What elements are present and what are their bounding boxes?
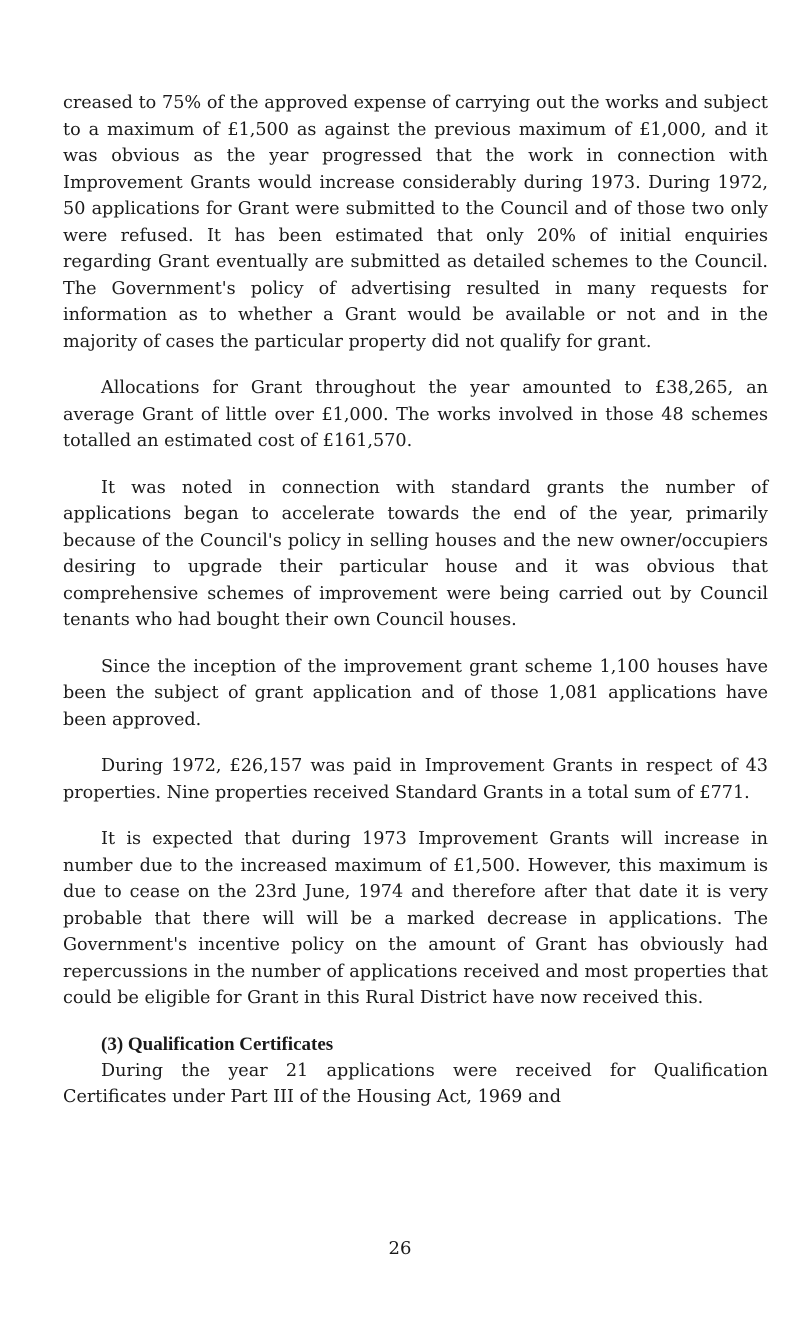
paragraph-payments-1972: During 1972, £26,157 was paid in Improvement Grants in respect of 43 properties. Nine properties received Standard Grants in a total sum of £771.	[63, 756, 768, 803]
paragraph-standard-grants: It was noted in connection with standard grants the number of applications began to accelerate towards the end of the year, primarily because of the Council's policy in selling houses and the new owner/occupiers desiring to upgrade their particular house and it was obvious that comprehensive schemes of improvement were being carried out by Council tenants who had bought their own Council houses.	[63, 477, 768, 630]
paragraph-inception: Since the inception of the improvement grant scheme 1,100 houses have been the subject of grant application and of those 1,081 applications have been approved.	[63, 656, 768, 730]
paragraph-allocations: Allocations for Grant throughout the year amounted to £38,265, an average Grant of little over £1,000. The works involved in those 48 schemes totalled an estimated cost of £161,570.	[63, 378, 768, 451]
page-number: 26	[388, 1238, 412, 1259]
section-heading: (3) Qualification Certificates	[101, 1033, 334, 1055]
paragraph-continuation: creased to 75% of the approved expense of carrying out the works and subject to a maximum of £1,500 as against the previous maximum of £1,000, and it was obvious as the year progressed that the work in connection with Improvement Grants would increase considerably during 1973. During 1972, 50 applications for Grant were submitted to the Council and of those two only were refused. It has been estimated that only 20% of initial enquiries regarding Grant eventually are submitted as detailed schemes to the Council. The Government's policy of advertising resulted in many requests for information as to whether a Grant would be available or not and in the majority of cases the particular property did not qualify for grant.	[63, 93, 768, 352]
document-page	[63, 90, 768, 1111]
paragraph-expectations-1973: It is expected that during 1973 Improvement Grants will increase in number due to the increased maximum of £1,500. However, this maximum is due to cease on the 23rd June, 1974 and therefore after that date it is very probable that there will will be a marked decrease in applications. The Government's incentive policy on the amount of Grant has obviously had repercussions in the number of applications received and most properties that could be eligible for Grant in this Rural District have now received this.	[63, 829, 768, 1008]
paragraph-qualification-certificates: During the year 21 applications were received for Qualification Certificates under Part III of the Housing Act, 1969 and	[63, 1060, 768, 1107]
